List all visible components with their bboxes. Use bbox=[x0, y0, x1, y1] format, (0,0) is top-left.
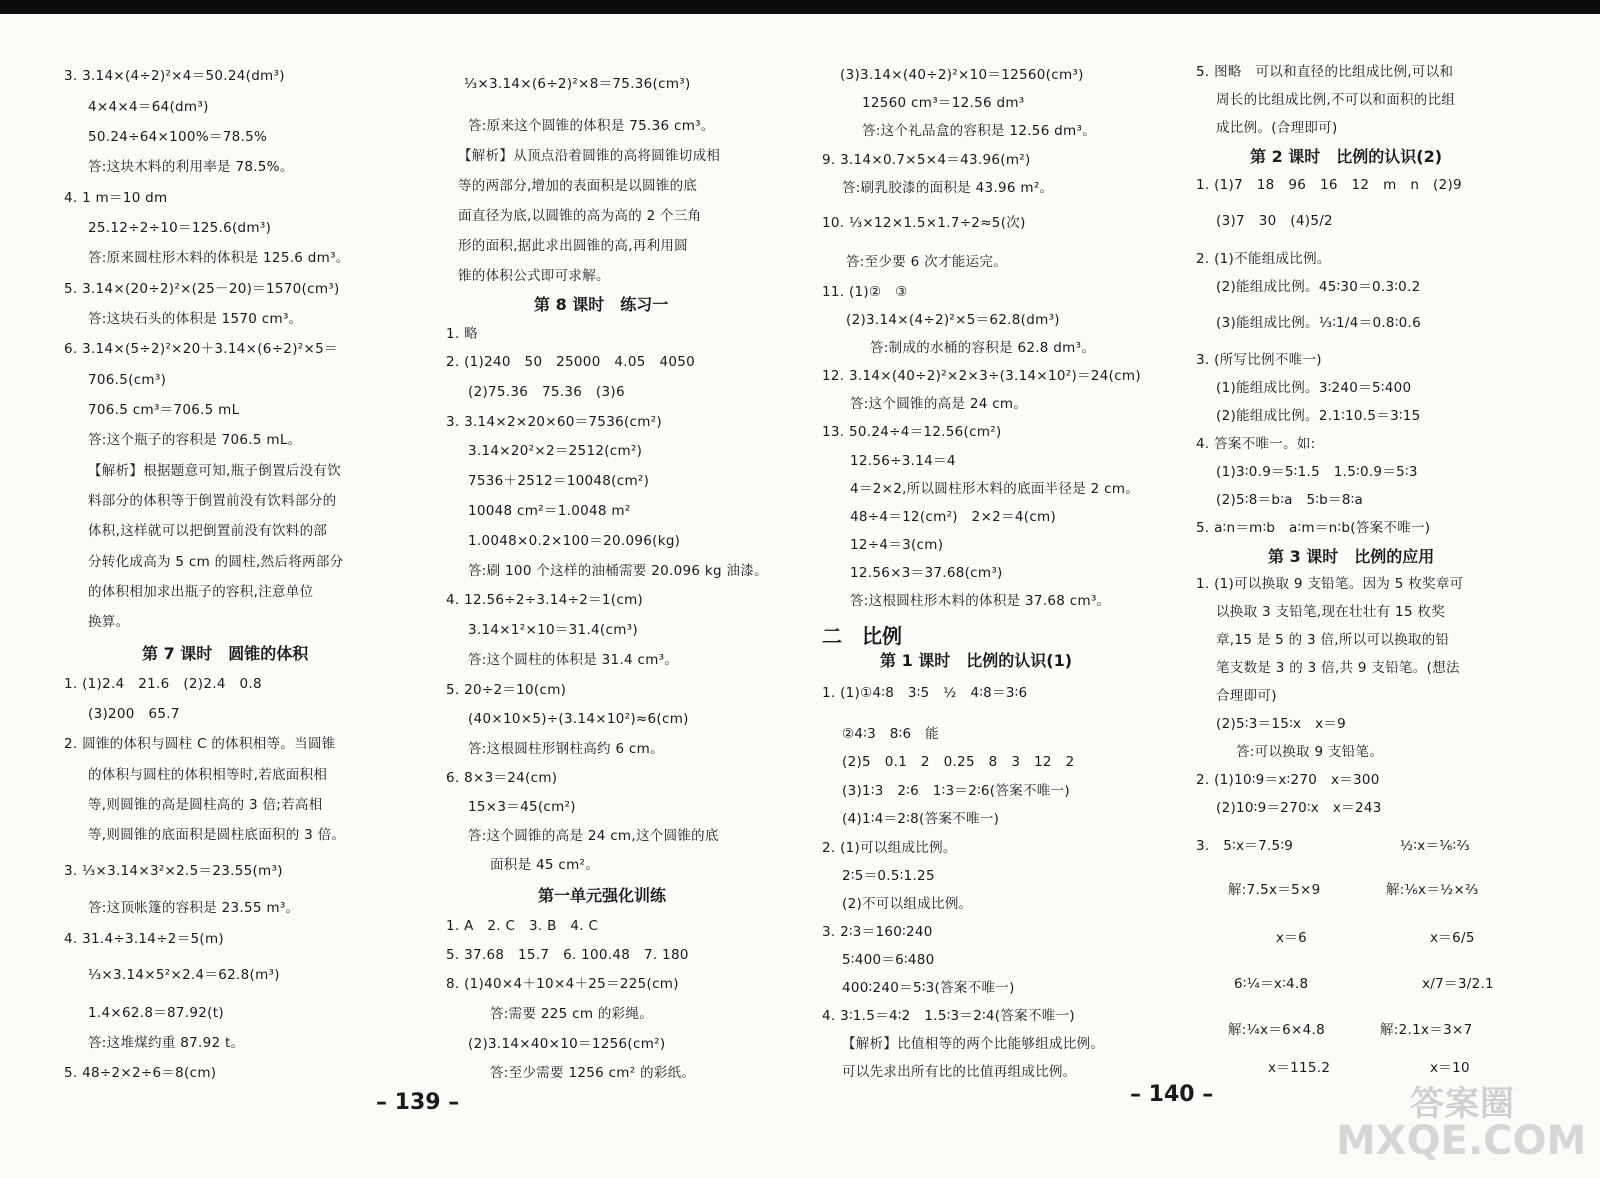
text-line: 2. (1)240 50 25000 4.05 4050 bbox=[446, 354, 696, 370]
page-number-139: – 139 – bbox=[376, 1090, 460, 1115]
text-line: 3. ⅓×3.14×3²×2.5＝23.55(m³) bbox=[64, 863, 283, 879]
text-line: 答:这顶帐篷的容积是 23.55 m³。 bbox=[88, 900, 300, 916]
text-line: 13. 50.24÷4＝12.56(cm²) bbox=[822, 424, 1002, 440]
section-heading: 第 1 课时 比例的认识(1) bbox=[880, 651, 1073, 670]
page-number-140: – 140 – bbox=[1130, 1082, 1214, 1107]
text-line: 答:这块石头的体积是 1570 cm³。 bbox=[88, 311, 303, 327]
text-line: 答:至少需要 1256 cm² 的彩纸。 bbox=[490, 1065, 696, 1081]
text-line: 5∶400＝6∶480 bbox=[842, 952, 935, 968]
text-line: 1. (1)2.4 21.6 (2)2.4 0.8 bbox=[64, 676, 262, 692]
analysis-line: 【解析】从顶点沿着圆锥的高将圆锥切成相 bbox=[458, 148, 721, 164]
equation: x＝6 bbox=[1276, 930, 1307, 946]
text-line: (2)75.36 75.36 (3)6 bbox=[468, 384, 625, 400]
text-line: 面积是 45 cm²。 bbox=[490, 857, 600, 873]
text-line: 12560 cm³＝12.56 dm³ bbox=[862, 95, 1025, 111]
watermark-logo-text: 答案圈 bbox=[1410, 1084, 1515, 1124]
text-line: 4. 12.56÷2÷3.14÷2＝1(cm) bbox=[446, 592, 644, 608]
equation: 解:2.1x＝3×7 bbox=[1380, 1022, 1473, 1038]
watermark-url: MXQE.COM bbox=[1336, 1118, 1587, 1164]
equation: 6∶¼＝x∶4.8 bbox=[1234, 976, 1309, 992]
text-line: 4. 1 m＝10 dm bbox=[64, 190, 168, 206]
text-line: (3)1∶3 2∶6 1∶3＝2∶6(答案不唯一) bbox=[842, 783, 1070, 799]
text-line: 5. 37.68 15.7 6. 100.48 7. 180 bbox=[446, 947, 689, 963]
text-line: (3)200 65.7 bbox=[88, 706, 180, 722]
analysis-line: 可以先求出所有比的比值再组成比例。 bbox=[842, 1064, 1077, 1080]
text-line: 6. 3.14×(5÷2)²×20＋3.14×(6÷2)²×5＝ bbox=[64, 341, 338, 357]
equation: x＝6/5 bbox=[1430, 930, 1475, 946]
text-line: (2)5∶8＝b∶a 5∶b＝8∶a bbox=[1216, 492, 1364, 508]
text-line: 25.12÷2÷10＝125.6(dm³) bbox=[88, 220, 272, 236]
text-line: 答:这块木料的利用率是 78.5%。 bbox=[88, 159, 294, 175]
text-line: 4. 31.4÷3.14÷2＝5(m) bbox=[64, 931, 224, 947]
text-line: 7536＋2512＝10048(cm²) bbox=[468, 473, 650, 489]
text-line: (1)能组成比例。3∶240＝5∶400 bbox=[1216, 380, 1412, 396]
equation: 解:7.5x＝5×9 bbox=[1228, 882, 1321, 898]
text-line: 2. (1)不能组成比例。 bbox=[1196, 251, 1331, 267]
text-line: 答:刷乳胶漆的面积是 43.96 m²。 bbox=[842, 180, 1054, 196]
analysis-line: 料部分的体积等于倒置前没有饮料部分的 bbox=[88, 493, 337, 509]
analysis-line: 【解析】比值相等的两个比能够组成比例。 bbox=[842, 1036, 1105, 1052]
text-line: (2)3.14×40×10＝1256(cm²) bbox=[468, 1036, 666, 1052]
text-line: 答:需要 225 cm 的彩绳。 bbox=[490, 1006, 654, 1022]
text-line: 15×3＝45(cm²) bbox=[468, 799, 576, 815]
text-line: 1. (1)7 18 96 16 12 m n (2)9 bbox=[1196, 177, 1462, 193]
text-line: 9. 3.14×0.7×5×4＝43.96(m²) bbox=[822, 152, 1031, 168]
equation: x＝10 bbox=[1430, 1060, 1470, 1076]
text-line: 笔支数是 3 的 3 倍,共 9 支铅笔。(想法 bbox=[1216, 660, 1460, 676]
text-line: (3)能组成比例。⅓∶1/4＝0.8∶0.6 bbox=[1216, 315, 1421, 331]
text-line: 答:制成的水桶的容积是 62.8 dm³。 bbox=[870, 340, 1096, 356]
text-line: 等,则圆锥的底面积是圆柱底面积的 3 倍。 bbox=[88, 827, 346, 843]
text-line: 5. a∶n＝m∶b a∶m＝n∶b(答案不唯一) bbox=[1196, 520, 1431, 536]
text-line: 11. (1)② ③ bbox=[822, 284, 908, 300]
text-line: 2. 圆锥的体积与圆柱 C 的体积相等。当圆锥 bbox=[64, 736, 336, 752]
analysis-line: 【解析】根据题意可知,瓶子倒置后没有饮 bbox=[88, 463, 341, 479]
text-line: 1. (1)①4∶8 3∶5 ½ 4∶8＝3∶6 bbox=[822, 685, 1028, 701]
text-line: ②4∶3 8∶6 能 bbox=[842, 726, 939, 742]
text-line: 以换取 3 支铅笔,现在壮壮有 15 枚奖 bbox=[1216, 604, 1446, 620]
text-line: 1. 略 bbox=[446, 326, 478, 342]
unit-heading: 二 比例 bbox=[822, 624, 902, 648]
text-line: 3.14×1²×10＝31.4(cm³) bbox=[468, 622, 638, 638]
text-line: 答:这个圆锥的高是 24 cm。 bbox=[850, 396, 1028, 412]
text-line: 6. 8×3＝24(cm) bbox=[446, 770, 558, 786]
text-line: (2)5 0.1 2 0.25 8 3 12 2 bbox=[842, 754, 1075, 770]
text-line: 等,则圆锥的高是圆柱高的 3 倍;若高相 bbox=[88, 797, 323, 813]
analysis-line: 的体积相加求出瓶子的容积,注意单位 bbox=[88, 584, 314, 600]
analysis-line: 等的两部分,增加的表面积是以圆锥的底 bbox=[458, 178, 698, 194]
analysis-line: 分转化成高为 5 cm 的圆柱,然后将两部分 bbox=[88, 554, 344, 570]
text-line: 1.0048×0.2×100＝20.096(kg) bbox=[468, 533, 681, 549]
equation: 解:⅙x＝½×⅔ bbox=[1386, 882, 1479, 898]
section-heading: 第 2 课时 比例的认识(2) bbox=[1250, 147, 1443, 166]
analysis-line: 形的面积,据此求出圆锥的高,再利用圆 bbox=[458, 238, 688, 254]
text-line: 400∶240＝5∶3(答案不唯一) bbox=[842, 980, 1015, 996]
text-line: 2. (1)10∶9＝x∶270 x＝300 bbox=[1196, 772, 1380, 788]
text-line: 4. 3∶1.5＝4∶2 1.5∶3＝2∶4(答案不唯一) bbox=[822, 1008, 1075, 1024]
section-heading: 第一单元强化训练 bbox=[538, 886, 667, 905]
text-line: 3. (所写比例不唯一) bbox=[1196, 352, 1322, 368]
text-line: 5. 3.14×(20÷2)²×(25－20)＝1570(cm³) bbox=[64, 281, 340, 297]
text-line: 4＝2×2,所以圆柱形木料的底面半径是 2 cm。 bbox=[850, 481, 1140, 497]
text-line: 答:至少要 6 次才能运完。 bbox=[846, 254, 1007, 270]
text-line: (40×10×5)÷(3.14×10²)≈6(cm) bbox=[468, 711, 689, 727]
text-line: 合理即可) bbox=[1216, 688, 1277, 704]
text-line: (2)能组成比例。2.1∶10.5＝3∶15 bbox=[1216, 408, 1421, 424]
text-line: 答:这根圆柱形木料的体积是 37.68 cm³。 bbox=[850, 593, 1111, 609]
text-line: 答:这堆煤约重 87.92 t。 bbox=[88, 1035, 245, 1051]
text-line: 2. (1)可以组成比例。 bbox=[822, 840, 957, 856]
text-line: 答:这个圆锥的高是 24 cm,这个圆锥的底 bbox=[468, 828, 719, 844]
text-line: 10. ⅓×12×1.5×1.7÷2≈5(次) bbox=[822, 215, 1026, 231]
analysis-line: 换算。 bbox=[88, 614, 130, 630]
text-line: ⅓×3.14×5²×2.4＝62.8(m³) bbox=[88, 967, 280, 983]
text-line: 48÷4＝12(cm²) 2×2＝4(cm) bbox=[850, 509, 1057, 525]
text-line: (3)7 30 (4)5/2 bbox=[1216, 213, 1333, 229]
text-line: (3)3.14×(40÷2)²×10＝12560(cm³) bbox=[840, 67, 1084, 83]
text-line: 1. A 2. C 3. B 4. C bbox=[446, 918, 599, 934]
section-heading: 第 7 课时 圆锥的体积 bbox=[142, 644, 309, 663]
text-line: 706.5 cm³＝706.5 mL bbox=[88, 402, 240, 418]
text-line: 3. 2∶3＝160∶240 bbox=[822, 924, 933, 940]
text-line: 4×4×4＝64(dm³) bbox=[88, 99, 209, 115]
equation: ½∶x＝⅙∶⅔ bbox=[1400, 838, 1470, 854]
text-line: (2)3.14×(4÷2)²×5＝62.8(dm³) bbox=[846, 312, 1060, 328]
text-line: 成比例。(合理即可) bbox=[1216, 120, 1338, 136]
text-line: 章,15 是 5 的 3 倍,所以可以换取的铅 bbox=[1216, 632, 1450, 648]
text-line: 3.14×20²×2＝2512(cm²) bbox=[468, 443, 643, 459]
text-line: 2∶5＝0.5∶1.25 bbox=[842, 868, 935, 884]
equation: x/7＝3/2.1 bbox=[1422, 976, 1494, 992]
equation: x＝115.2 bbox=[1268, 1060, 1331, 1076]
analysis-line: 体积,这样就可以把倒置前没有饮料的部 bbox=[88, 523, 328, 539]
text-line: 答:这个圆柱的体积是 31.4 cm³。 bbox=[468, 652, 679, 668]
text-line: 3. 3.14×(4÷2)²×4＝50.24(dm³) bbox=[64, 68, 285, 84]
section-heading: 第 8 课时 练习一 bbox=[534, 295, 669, 314]
text-line: 8. (1)40×4＋10×4＋25＝225(cm) bbox=[446, 976, 679, 992]
text-line: 12.56÷3.14＝4 bbox=[850, 453, 956, 469]
text-line: (2)10∶9＝270∶x x＝243 bbox=[1216, 800, 1382, 816]
text-line: 答:这个礼品盒的容积是 12.56 dm³。 bbox=[862, 123, 1097, 139]
text-line: 周长的比组成比例,不可以和面积的比组 bbox=[1216, 92, 1456, 108]
text-line: 50.24÷64×100%＝78.5% bbox=[88, 129, 268, 145]
text-line: (2)能组成比例。45∶30＝0.3∶0.2 bbox=[1216, 279, 1421, 295]
text-line: 3. 3.14×2×20×60＝7536(cm²) bbox=[446, 414, 662, 430]
text-line: 10048 cm²＝1.0048 m² bbox=[468, 503, 631, 519]
text-line: 1. (1)可以换取 9 支铅笔。因为 5 枚奖章可 bbox=[1196, 576, 1464, 592]
text-line: (2)不可以组成比例。 bbox=[842, 896, 973, 912]
text-line: 答:可以换取 9 支铅笔。 bbox=[1236, 744, 1384, 760]
text-line: 12.56×3＝37.68(cm³) bbox=[850, 565, 1003, 581]
text-line: 答:原来圆柱形木料的体积是 125.6 dm³。 bbox=[88, 250, 350, 266]
text-line: 5. 图略 可以和直径的比组成比例,可以和 bbox=[1196, 64, 1454, 80]
text-line: (2)5∶3＝15∶x x＝9 bbox=[1216, 716, 1347, 732]
analysis-line: 锥的体积公式即可求解。 bbox=[458, 268, 610, 284]
text-line: ⅓×3.14×(6÷2)²×8＝75.36(cm³) bbox=[464, 76, 691, 92]
text-line: 答:这个瓶子的容积是 706.5 mL。 bbox=[88, 432, 302, 448]
text-line: (4)1∶4＝2∶8(答案不唯一) bbox=[842, 811, 1000, 827]
text-line: 答:原来这个圆锥的体积是 75.36 cm³。 bbox=[468, 118, 715, 134]
top-scan-border bbox=[0, 0, 1600, 14]
analysis-line: 面直径为底,以圆锥的高为高的 2 个三角 bbox=[458, 208, 702, 224]
text-line: 4. 答案不唯一。如: bbox=[1196, 436, 1316, 452]
text-line: 5. 20÷2＝10(cm) bbox=[446, 682, 567, 698]
text-line: 答:刷 100 个这样的油桶需要 20.096 kg 油漆。 bbox=[468, 563, 768, 579]
text-line: 5. 48÷2×2÷6＝8(cm) bbox=[64, 1065, 217, 1081]
text-line: 12÷4＝3(cm) bbox=[850, 537, 944, 553]
equation: 3. 5∶x＝7.5∶9 bbox=[1196, 838, 1294, 854]
text-line: 706.5(cm³) bbox=[88, 372, 167, 388]
text-line: 12. 3.14×(40÷2)²×2×3÷(3.14×10²)＝24(cm) bbox=[822, 368, 1141, 384]
text-line: (1)3∶0.9＝5∶1.5 1.5∶0.9＝5∶3 bbox=[1216, 464, 1418, 480]
text-line: 答:这根圆柱形钢柱高约 6 cm。 bbox=[468, 741, 664, 757]
equation: 解:¼x＝6×4.8 bbox=[1228, 1022, 1325, 1038]
section-heading: 第 3 课时 比例的应用 bbox=[1268, 547, 1435, 566]
text-line: 的体积与圆柱的体积相等时,若底面积相 bbox=[88, 767, 328, 783]
text-line: 1.4×62.8＝87.92(t) bbox=[88, 1005, 224, 1021]
